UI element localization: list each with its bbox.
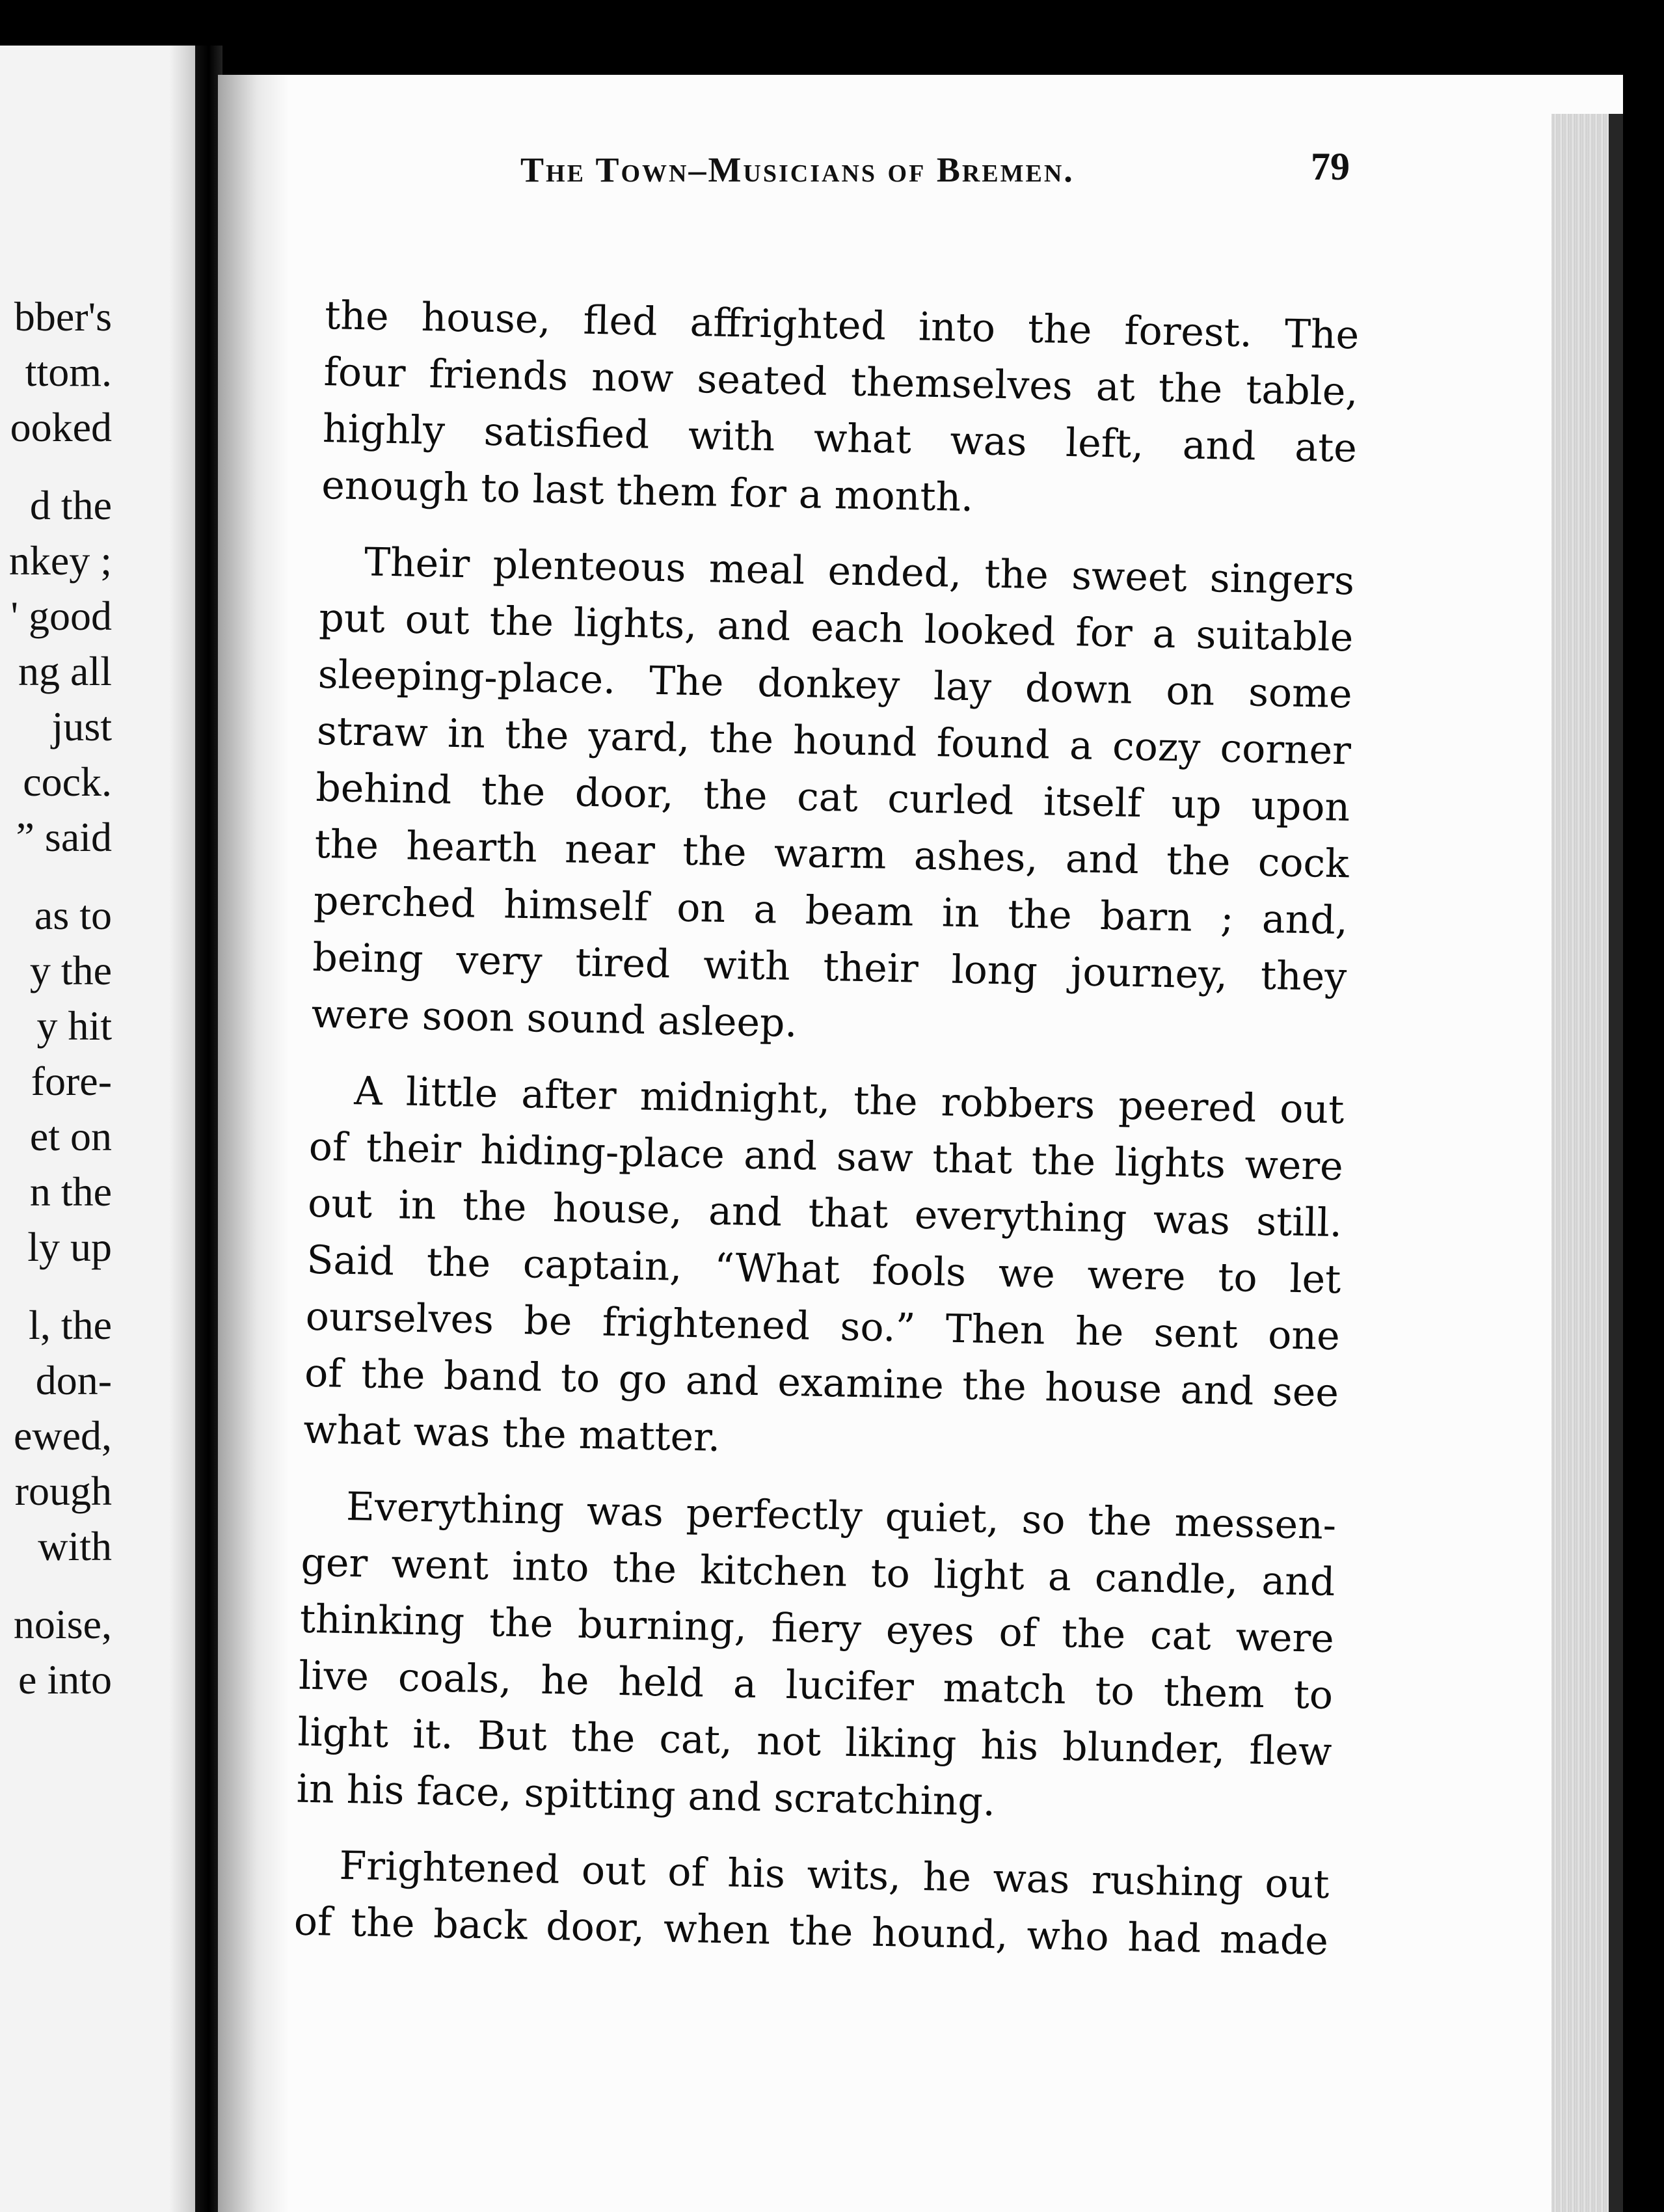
text-line: of the back door, when the hound, who had made <box>293 1898 1329 1965</box>
left-page-line: fore- <box>31 1058 112 1104</box>
text-line: the hearth near the warm ashes, and the cock <box>314 821 1350 887</box>
left-page-line: don- <box>35 1357 112 1403</box>
left-page-line: d the <box>29 482 112 528</box>
running-head: The Town–Musicians of Bremen. <box>520 150 1075 189</box>
text-line: four friends now seated themselves at the table, <box>323 349 1359 415</box>
page-fore-edge-dark <box>1609 114 1623 2212</box>
left-page-line: nkey ; <box>8 537 112 584</box>
left-page-line: ewed, <box>13 1412 112 1459</box>
text-line: out in the house, and that everything was still. <box>307 1180 1343 1247</box>
text-line: Everything was perfectly quiet, so the messen- <box>345 1483 1337 1549</box>
text-line: put out the lights, and each looked for a suitable <box>318 595 1354 661</box>
text-line: enough to last them for a month. <box>321 462 974 521</box>
text-line: A little after midnight, the robbers peered out <box>353 1068 1345 1133</box>
text-line: in his face, spitting and scratching. <box>296 1766 996 1826</box>
left-page-line: ” said <box>16 814 112 860</box>
text-line: Said the captain, “What fools we were to let <box>306 1237 1341 1303</box>
left-page-line: with <box>38 1523 112 1569</box>
text-line: sleeping-place. The donkey lay down on some <box>317 651 1353 718</box>
text-line: ger went into the kitchen to light a candle, and <box>300 1539 1336 1606</box>
left-page-line: rough <box>14 1468 112 1514</box>
text-line: perched himself on a beam in the barn ; and, <box>313 878 1349 944</box>
left-page-line: ly up <box>27 1224 112 1270</box>
left-page-line: et on <box>29 1113 112 1159</box>
text-line: thinking the burning, fiery eyes of the cat were <box>299 1596 1335 1662</box>
text-line: what was the matter. <box>302 1407 721 1461</box>
left-page-line: noise, <box>13 1601 112 1647</box>
text-line: light it. But the cat, not liking his blunder, flew <box>297 1709 1332 1775</box>
text-line: behind the door, the cat curled itself up upon <box>315 764 1350 831</box>
text-line: being very tired with their long journey, they <box>312 934 1347 1001</box>
left-page-line: as to <box>34 892 112 938</box>
left-page-line: y hit <box>36 1003 112 1049</box>
left-page-line: n the <box>29 1168 112 1215</box>
page-spine-shadow <box>218 75 289 2212</box>
left-page-line: bber's <box>14 293 112 340</box>
left-page-line: ooked <box>10 404 112 450</box>
text-line: the house, fled affrighted into the forest. The <box>324 293 1360 358</box>
text-line: of the band to go and examine the house and see <box>304 1350 1339 1416</box>
left-page-line: just <box>51 703 112 749</box>
text-line: of their hiding-place and saw that the lights were <box>308 1124 1344 1190</box>
page-number: 79 <box>1311 145 1350 188</box>
left-page-line: y the <box>29 947 112 993</box>
left-page-line: cock. <box>23 759 112 805</box>
text-line: Frightened out of his wits, he was rushing out <box>339 1842 1330 1908</box>
left-page-line: ng all <box>18 648 112 694</box>
text-line: highly satisfied with what was left, and ate <box>322 405 1358 472</box>
text-line: straw in the yard, the hound found a cozy corner <box>316 708 1352 774</box>
text-line: Their plenteous meal ended, the sweet singers <box>364 539 1355 604</box>
text-line: were soon sound asleep. <box>311 991 798 1047</box>
left-page-line: ' good <box>10 593 112 639</box>
left-page-line: l, the <box>29 1302 112 1348</box>
text-line: live coals, he held a lucifer match to them to <box>298 1652 1334 1719</box>
left-page-fragment <box>0 46 215 2212</box>
text-line: ourselves be frightened so.” Then he sent one <box>305 1293 1341 1360</box>
left-page-line: ttom. <box>25 349 112 395</box>
left-page-line: e into <box>18 1656 112 1703</box>
